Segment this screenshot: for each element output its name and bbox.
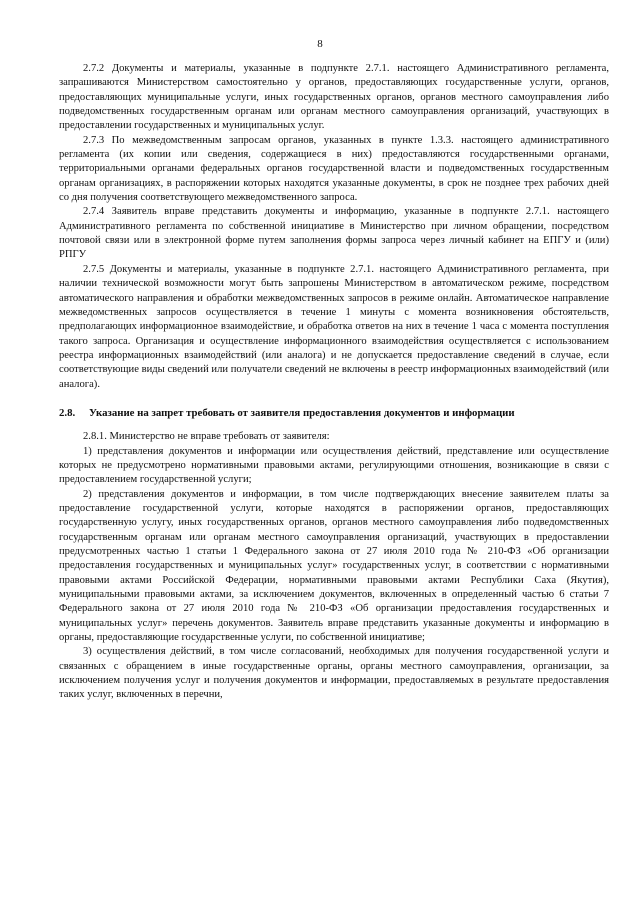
paragraph-2-7-3: 2.7.3 По межведомственным запросам органов, указанных в пункте 1.3.3. настоящего административного регламента (их копии или сведения, содержащиеся в них) предоставляются государственными органами, территориальными органами федеральных органов государственной власти и подведомственных государственным органам организациях, в распоряжении которых находятся указанные документы, в срок не позднее трех рабочих дней со дня получения соответствующего межведомственного запроса. [59,134,609,204]
document-body [59,62,609,703]
paragraph-2-8-1: 2.8.1. Министерство не вправе требовать от заявителя: [83,431,330,443]
list-item-2: 2) представления документов и информации, в том числе подтверждающих внесение заявителем платы за предоставление государственной услуги, которые находятся в распоряжении органов, предоставляющих государственную услугу, иных государственных органов, органов местного самоуправления либо подведомственных государственным органам или органам местного самоуправления организаций, участвующих в предоставлении предусмотренных частью 1 статьи 1 Федерального закона от 27 июля 2010 года № 210-ФЗ «Об организации предоставления государственных и муниципальных услуг» государственных услуг, в соответствии с нормативными правовыми актами Российской Федерации, нормативными правовыми актами Республики Саха (Якутия), муниципальными правовыми актами, за исключением документов, включенных в определенный частью 6 статьи 7 Федерального закона от 27 июля 2010 года № 210-ФЗ «Об организации предоставления государственных и муниципальных услуг» перечень документов. Заявитель вправе представить указанные документы и информацию в органы, предоставляющие государственные услуги, по собственной инициативе; [59,488,609,644]
paragraph-2-7-2: 2.7.2 Документы и материалы, указанные в подпункте 2.7.1. настоящего Административного регламента, запрашиваются Министерством самостоятельно у органов, предоставляющих государственные услуги, органов, предоставляющих муниципальные услуги, иных государственных органов, органов местного самоуправления либо подведомственных государственным органам или органам местного самоуправления организаций, участвующих в предоставлении государственных и муниципальных услуг. [59,63,609,132]
section-heading-number: 2.8. [59,406,76,419]
paragraph-2-7-5: 2.7.5 Документы и материалы, указанные в подпункте 2.7.1. настоящего Административного регламента, при наличии технической возможности могут быть запрошены Министерством в автоматическом режиме, посредством автоматического направления и обработки межведомственных запросов в режиме онлайн. Автоматическое направление межведомственных запросов осуществляется в течение 1 минуты с момента возникновения обстоятельств, предполагающих информационное взаимодействие, и обработка ответов на них в течение 1 часа с момента поступления такого запроса. Организация и осуществление информационного взаимодействия осуществляется с использованием реестра информационных взаимодействий (или аналога) и не допускается предоставление сведений в случае, если соответствующие виды сведений или получатели сведений не включены в реестр информационных взаимодействий (или аналога). [59,263,609,390]
section-heading-text: Указание на запрет требовать от заявителя предоставления документов и информации [89,406,515,419]
list-item-3: 3) осуществления действий, в том числе согласований, необходимых для получения государственной услуги и связанных с обращением в иные государственные органы, органы местного самоуправления, организации, за исключением получения услуг и получения документов и информации, предоставляемых в результате предоставления таких услуг, включенных в перечни, [59,646,609,701]
paragraph-2-7-4: 2.7.4 Заявитель вправе представить документы и информацию, указанные в подпункте 2.7.1. настоящего Административного регламента по собственной инициативе в Министерство при личном обращении, посредством почтовой связи или в электронной форме путем заполнения формы запроса через личный кабинет на ЕПГУ и (или) РПГУ [59,206,609,261]
page-number: 8 [317,38,323,50]
list-item-1: 1) представления документов и информации или осуществления действий, представление или осуществление которых не предусмотрено нормативными правовыми актами, регулирующими отношения, возникающие в связи с предоставлением государственной услуги; [59,445,609,486]
section-heading-2-8 [59,406,609,420]
